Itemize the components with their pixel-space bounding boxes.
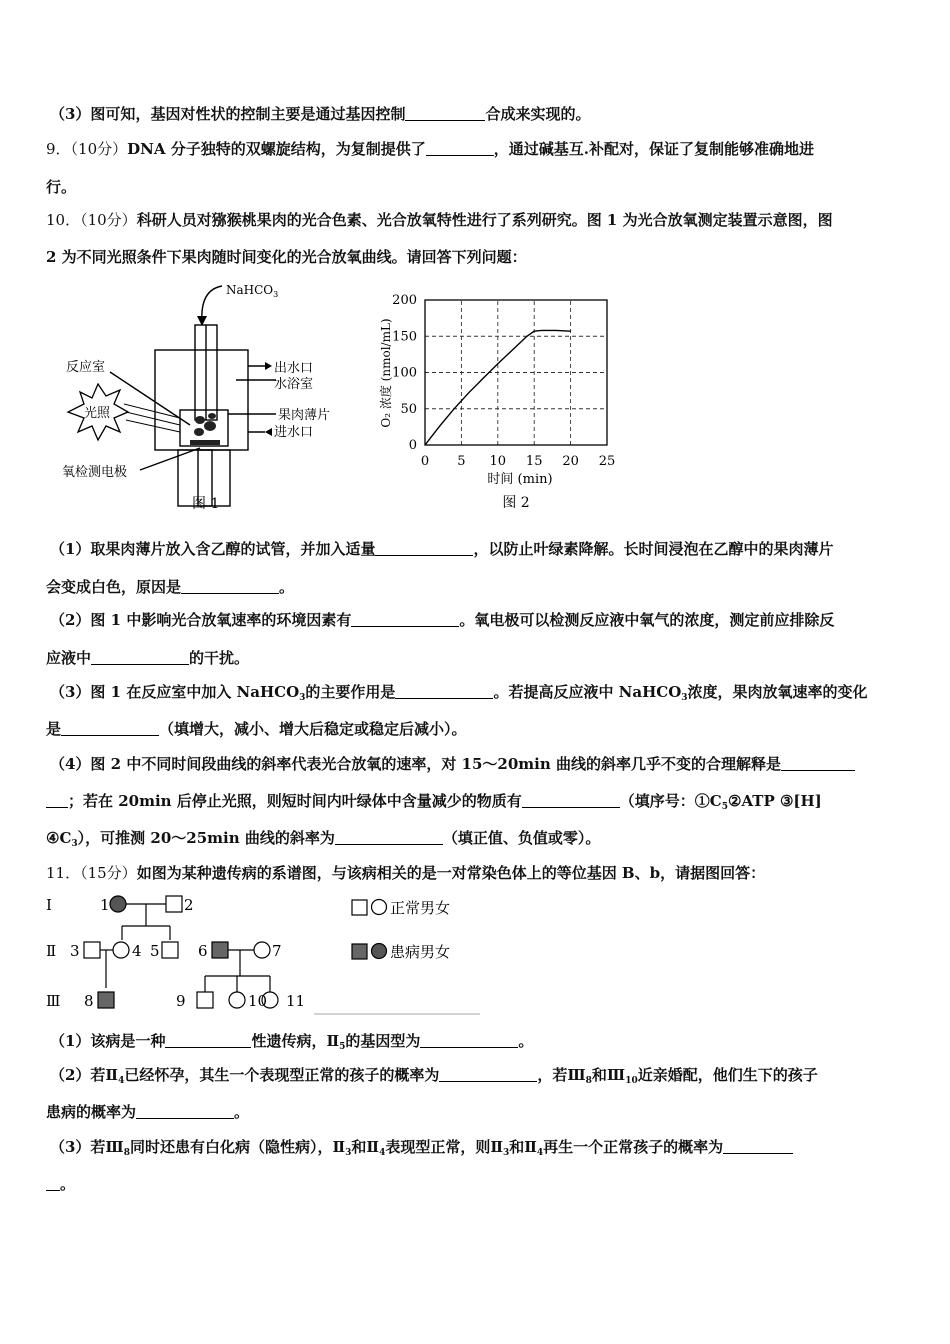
answer-blank[interactable] xyxy=(351,612,459,627)
y-tick-label: 100 xyxy=(392,365,417,381)
q11-part3: （3）若$Ⅲ_8$同时还患有白化病（隐性病），$Ⅱ_3$和$Ⅱ_4$表现型正常，则$Ⅱ_3$和$Ⅱ_4$再生一个正常孩子的概率为 xyxy=(50,1136,793,1158)
x-tick-label: 15 xyxy=(525,454,543,469)
answer-blank[interactable] xyxy=(426,141,494,156)
label-fruit-slice: 果肉薄片 xyxy=(278,408,331,423)
q11-part2: （2）若$Ⅱ_4$已经怀孕，其生一个表现型正常的孩子的概率为 ，若$Ⅲ_8$和$Ⅲ_{10}$近亲婚配，他们生下的孩子 xyxy=(50,1066,818,1086)
label-3: 3 xyxy=(70,942,80,960)
individual-6-affected-male xyxy=(212,942,228,958)
q10-part1: （1）取果肉薄片放入含乙醇的试管，并加入适量 ，以防止叶绿素降解。长时间浸泡在乙醇中的果肉薄片 xyxy=(50,540,834,558)
figure-1-caption: 图 1 xyxy=(192,496,220,512)
answer-blank[interactable] xyxy=(781,756,855,771)
q11-part3-cont: 。 xyxy=(46,1173,75,1194)
legend-affected-label: 患病男女 xyxy=(390,943,451,961)
figure-1-apparatus xyxy=(40,280,360,515)
label-10: 10 xyxy=(248,992,268,1010)
answer-blank[interactable] xyxy=(165,1033,251,1048)
label-11: 11 xyxy=(286,992,306,1010)
answer-blank[interactable] xyxy=(46,1176,60,1191)
label-2: 2 xyxy=(184,896,194,914)
x-axis-label: 时间 (min) xyxy=(487,472,553,487)
y-tick-label: 200 xyxy=(392,293,417,308)
answer-blank[interactable] xyxy=(375,541,473,556)
x-tick-label: 10 xyxy=(489,454,507,469)
individual-8-affected-male xyxy=(98,992,114,1008)
label-9: 9 xyxy=(176,992,186,1010)
answer-blank[interactable] xyxy=(405,106,485,121)
x-tick-label: 5 xyxy=(457,454,466,469)
legend-affected-male-icon xyxy=(352,944,367,959)
generation-3-label: Ⅲ xyxy=(46,992,61,1010)
answer-blank[interactable] xyxy=(420,1033,518,1048)
x-tick-label: 0 xyxy=(420,454,430,469)
label-reaction-chamber: 反应室 xyxy=(66,360,106,375)
label-light: 光照 xyxy=(84,406,111,421)
q11-part1: （1）该病是一种 性遗传病，$Ⅱ_5$的基因型为 。 xyxy=(50,1032,534,1052)
q10-part2-cont: 应液中 的干扰。 xyxy=(46,649,250,667)
individual-9-normal-male xyxy=(197,992,213,1008)
answer-blank[interactable] xyxy=(439,1067,537,1082)
figure-2-chart xyxy=(370,285,670,515)
pedigree-chart xyxy=(40,888,480,1018)
answer-blank[interactable] xyxy=(46,793,68,808)
x-tick-label: 25 xyxy=(598,454,616,469)
q10-part3: （3）图 1 在反应室中加入 NaHCO$_3$的主要作用是 。若提高反应液中 NaHCO$_3$浓度，果肉放氧速率的变化 xyxy=(50,683,868,703)
q10-part2: （2）图 1 中影响光合放氧速率的环境因素有 。氧电极可以检测反应液中氧气的浓度，测定前应排除反 xyxy=(50,611,835,629)
label-oxygen-electrode: 氧检测电极 xyxy=(62,465,128,480)
question-10: 10．（10分）科研人员对猕猴桃果肉的光合色素、光合放氧特性进行了系列研究。图 1 为光合放氧测定装置示意图，图 xyxy=(46,211,833,229)
q10-part4: （4）图 2 中不同时间段曲线的斜率代表光合放氧的速率，对 15～20min 曲线的斜率几乎不变的合理解释是 xyxy=(50,753,855,774)
label-outlet: 出水口 xyxy=(274,361,314,376)
generation-1-label: Ⅰ xyxy=(46,896,52,914)
answer-blank[interactable] xyxy=(91,650,189,665)
label-inlet: 进水口 xyxy=(274,425,314,440)
y-axis-label: O₂ 浓度 (nmol/mL) xyxy=(379,318,393,428)
answer-blank[interactable] xyxy=(136,1104,234,1119)
label-nahco3: NaHCO$_3$ xyxy=(226,283,279,299)
q10-part1-cont: 会变成白色，原因是 。 xyxy=(46,578,295,596)
question-9-cont: 行。 xyxy=(46,178,77,196)
label-6: 6 xyxy=(198,942,208,960)
y-tick-label: 150 xyxy=(392,329,417,345)
q11-part2-cont: 患病的概率为 。 xyxy=(46,1103,250,1121)
q10-part3-cont: 是 （填增大，减小、增大后稳定或稳定后减小）。 xyxy=(46,720,467,738)
individual-7-normal-female xyxy=(254,942,270,958)
generation-2-label: Ⅱ xyxy=(46,942,57,960)
label-water-bath: 水浴室 xyxy=(274,377,314,392)
legend-normal-label: 正常男女 xyxy=(390,899,451,917)
label-8: 8 xyxy=(84,992,94,1010)
y-tick-label: 0 xyxy=(408,438,417,453)
q10-part4-cont2: $④C_3$），可推测 20～25min 曲线的斜率为 （填正值、负值或零）。 xyxy=(46,829,601,849)
individual-3-normal-male xyxy=(84,942,100,958)
x-tick-label: 20 xyxy=(562,454,579,469)
label-4: 4 xyxy=(132,942,142,960)
individual-1-affected-female xyxy=(110,896,126,912)
legend-affected-female-icon xyxy=(372,944,387,959)
answer-blank[interactable] xyxy=(395,684,493,699)
answer-blank[interactable] xyxy=(522,793,620,808)
individual-10-normal-female xyxy=(229,992,245,1008)
legend-normal-female-icon xyxy=(372,900,387,915)
answer-blank[interactable] xyxy=(61,721,159,736)
answer-blank[interactable] xyxy=(335,830,443,845)
label-5: 5 xyxy=(150,942,160,960)
question-11: 11．（15分）如图为某种遗传病的系谱图，与该病相关的是一对常染色体上的等位基因 B、b，请据图回答： xyxy=(46,864,766,882)
y-tick-label: 50 xyxy=(400,401,417,417)
figure-2-caption: 图 2 xyxy=(502,495,530,511)
label-1: 1 xyxy=(100,896,110,914)
question-10-cont: 2 为不同光照条件下果肉随时间变化的光合放氧曲线。请回答下列问题： xyxy=(46,248,527,266)
answer-blank[interactable] xyxy=(723,1139,793,1154)
label-7: 7 xyxy=(272,942,282,960)
answer-blank[interactable] xyxy=(181,579,279,594)
q10-part4-cont: ；若在 20min 后停止光照，则短时间内叶绿体中含量减少的物质有 （填序号：$①C_5②ATP$ ③[H] xyxy=(46,790,822,812)
q8-part3: （3）图可知，基因对性状的控制主要是通过基因控制 合成来实现的。 xyxy=(50,105,591,123)
legend-normal-male-icon xyxy=(352,900,367,915)
individual-2-normal-male xyxy=(166,896,182,912)
individual-4-normal-female xyxy=(113,942,129,958)
individual-5-normal-male xyxy=(162,942,178,958)
question-9: 9．（10分）DNA 分子独特的双螺旋结构，为复制提供了 ，通过碱基互.补配对，保证了复制能够准确地进 xyxy=(46,140,814,158)
